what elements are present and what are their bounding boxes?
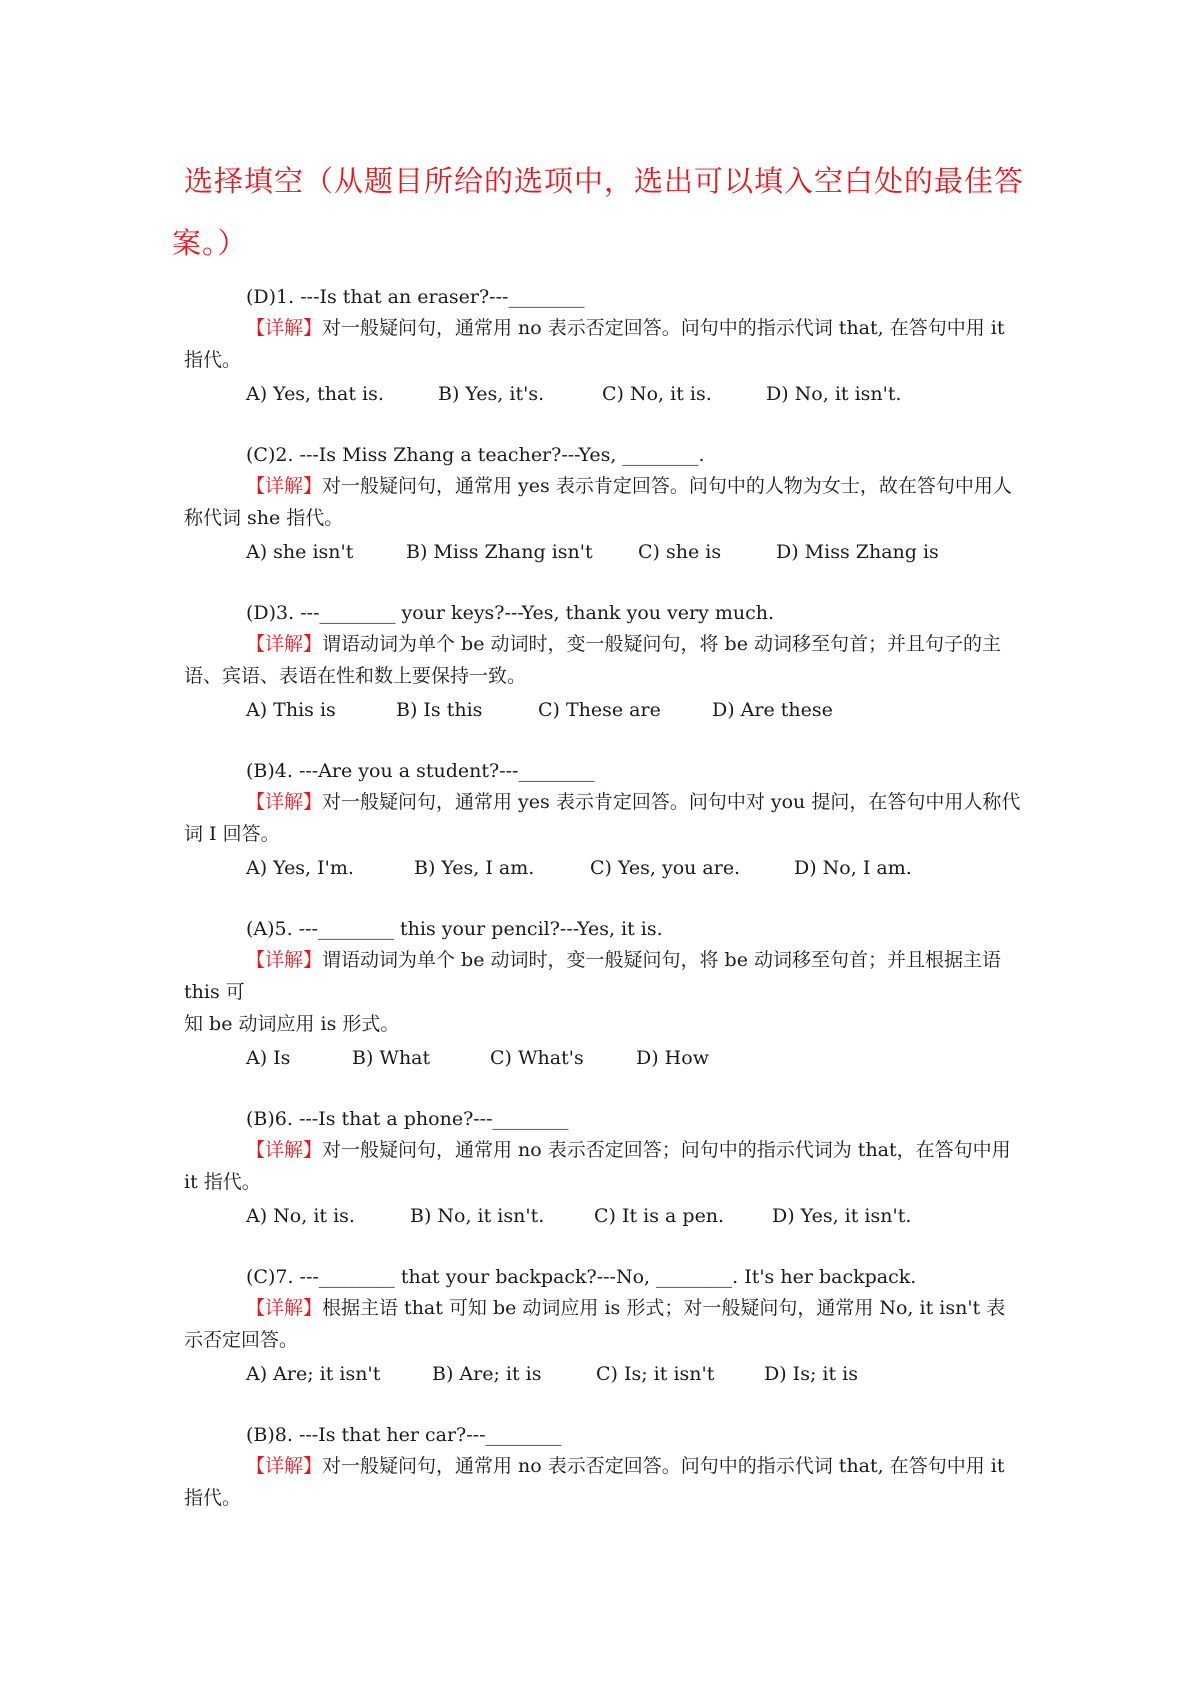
question-explanation: 【详解】谓语动词为单个 be 动词时，变一般疑问句，将 be 动词移至句首；并且句子的主语、宾语、表语在性和数上要保持一致。: [184, 633, 1001, 687]
section-title: [172, 150, 1025, 274]
question-stem: (C)7. ---________ that your backpack?---No, ________. It's her backpack.: [246, 1266, 917, 1288]
explanation-tag: 【详解】: [246, 1297, 323, 1319]
question-stem: (C)2. ---Is Miss Zhang a teacher?---Yes, ________.: [246, 444, 705, 466]
explanation-continuation: 知 be 动词应用 is 形式。: [184, 1013, 400, 1035]
option-a: A) This is: [246, 699, 336, 721]
question-3: [184, 598, 1024, 726]
question-2: [184, 440, 1024, 568]
title-line-1: 选择填空（从题目所给的选项中，选出可以填入空白处的最佳答: [184, 164, 1025, 198]
question-explanation: 【详解】对一般疑问句，通常用 yes 表示肯定回答。问句中的人物为女士，故在答句中用人称代词 she 指代。: [184, 475, 1012, 529]
option-c: C) These are: [538, 699, 661, 721]
option-c: C) What's: [490, 1047, 584, 1069]
option-b: B) Is this: [396, 699, 483, 721]
question-stem: (B)8. ---Is that her car?---________: [246, 1424, 562, 1446]
options-row: [184, 852, 1024, 884]
option-b: B) Yes, it's.: [438, 383, 545, 405]
option-c: C) It is a pen.: [594, 1205, 725, 1227]
question-8: [184, 1420, 1024, 1514]
options-row: [184, 536, 1024, 568]
options-row: [184, 1042, 1024, 1074]
option-d: D) How: [636, 1047, 709, 1069]
options-row: [184, 1358, 1024, 1390]
question-explanation: 【详解】对一般疑问句，通常用 no 表示否定回答。问句中的指示代词 that, 在答句中用 it 指代。: [184, 1455, 1005, 1509]
question-stem: (B)6. ---Is that a phone?---________: [246, 1108, 569, 1130]
option-a: A) Yes, that is.: [246, 383, 384, 405]
explanation-tag: 【详解】: [246, 949, 323, 971]
question-1: [184, 282, 1024, 410]
option-c: C) she is: [638, 541, 722, 563]
option-b: B) Yes, I am.: [414, 857, 535, 879]
question-4: [184, 756, 1024, 884]
options-row: [184, 1200, 1024, 1232]
explanation-tag: 【详解】: [246, 1139, 323, 1161]
explanation-tag: 【详解】: [246, 475, 323, 497]
question-7: [184, 1262, 1024, 1390]
option-a: A) Are; it isn't: [246, 1363, 381, 1385]
question-stem: (D)1. ---Is that an eraser?---________: [246, 286, 585, 308]
option-b: B) No, it isn't.: [410, 1205, 545, 1227]
options-row: [184, 694, 1024, 726]
question-stem: (A)5. ---________ this your pencil?---Yes, it is.: [246, 918, 663, 940]
option-d: D) No, it isn't.: [766, 383, 902, 405]
explanation-tag: 【详解】: [246, 633, 323, 655]
question-explanation: 【详解】谓语动词为单个 be 动词时，变一般疑问句，将 be 动词移至句首；并且根据主语 this 可 知 be 动词应用 is 形式。: [184, 944, 1024, 1040]
question-explanation: 【详解】对一般疑问句，通常用 no 表示否定回答。问句中的指示代词 that, 在答句中用 it 指代。: [184, 317, 1005, 371]
option-c: C) Yes, you are.: [590, 857, 741, 879]
question-explanation: 【详解】对一般疑问句，通常用 no 表示否定回答；问句中的指示代词为 that，在答句中用 it 指代。: [184, 1139, 1011, 1193]
option-d: D) Is; it is: [764, 1363, 858, 1385]
option-a: A) she isn't: [246, 541, 354, 563]
question-5: [184, 914, 1024, 1074]
option-b: B) Miss Zhang isn't: [406, 541, 593, 563]
question-stem: (D)3. ---________ your keys?---Yes, thank you very much.: [246, 602, 775, 624]
title-line-2: 案。）: [172, 226, 248, 260]
option-a: A) No, it is.: [246, 1205, 355, 1227]
explanation-tag: 【详解】: [246, 1455, 323, 1477]
question-6: [184, 1104, 1024, 1232]
question-stem: (B)4. ---Are you a student?---________: [246, 760, 595, 782]
option-b: B) What: [352, 1047, 431, 1069]
option-c: C) Is; it isn't: [596, 1363, 715, 1385]
option-d: D) Yes, it isn't.: [772, 1205, 912, 1227]
option-d: D) Miss Zhang is: [776, 541, 939, 563]
option-d: D) No, I am.: [794, 857, 912, 879]
explanation-tag: 【详解】: [246, 317, 323, 339]
option-a: A) Is: [246, 1047, 291, 1069]
options-row: [184, 378, 1024, 410]
question-explanation: 【详解】对一般疑问句，通常用 yes 表示肯定回答。问句中对 you 提问，在答句中用人称代词 I 回答。: [184, 791, 1021, 845]
option-b: B) Are; it is: [432, 1363, 542, 1385]
option-c: C) No, it is.: [602, 383, 712, 405]
option-a: A) Yes, I'm.: [246, 857, 354, 879]
option-d: D) Are these: [712, 699, 833, 721]
question-explanation: 【详解】根据主语 that 可知 be 动词应用 is 形式；对一般疑问句，通常用 No, it isn't 表示否定回答。: [184, 1297, 1006, 1351]
explanation-tag: 【详解】: [246, 791, 323, 813]
